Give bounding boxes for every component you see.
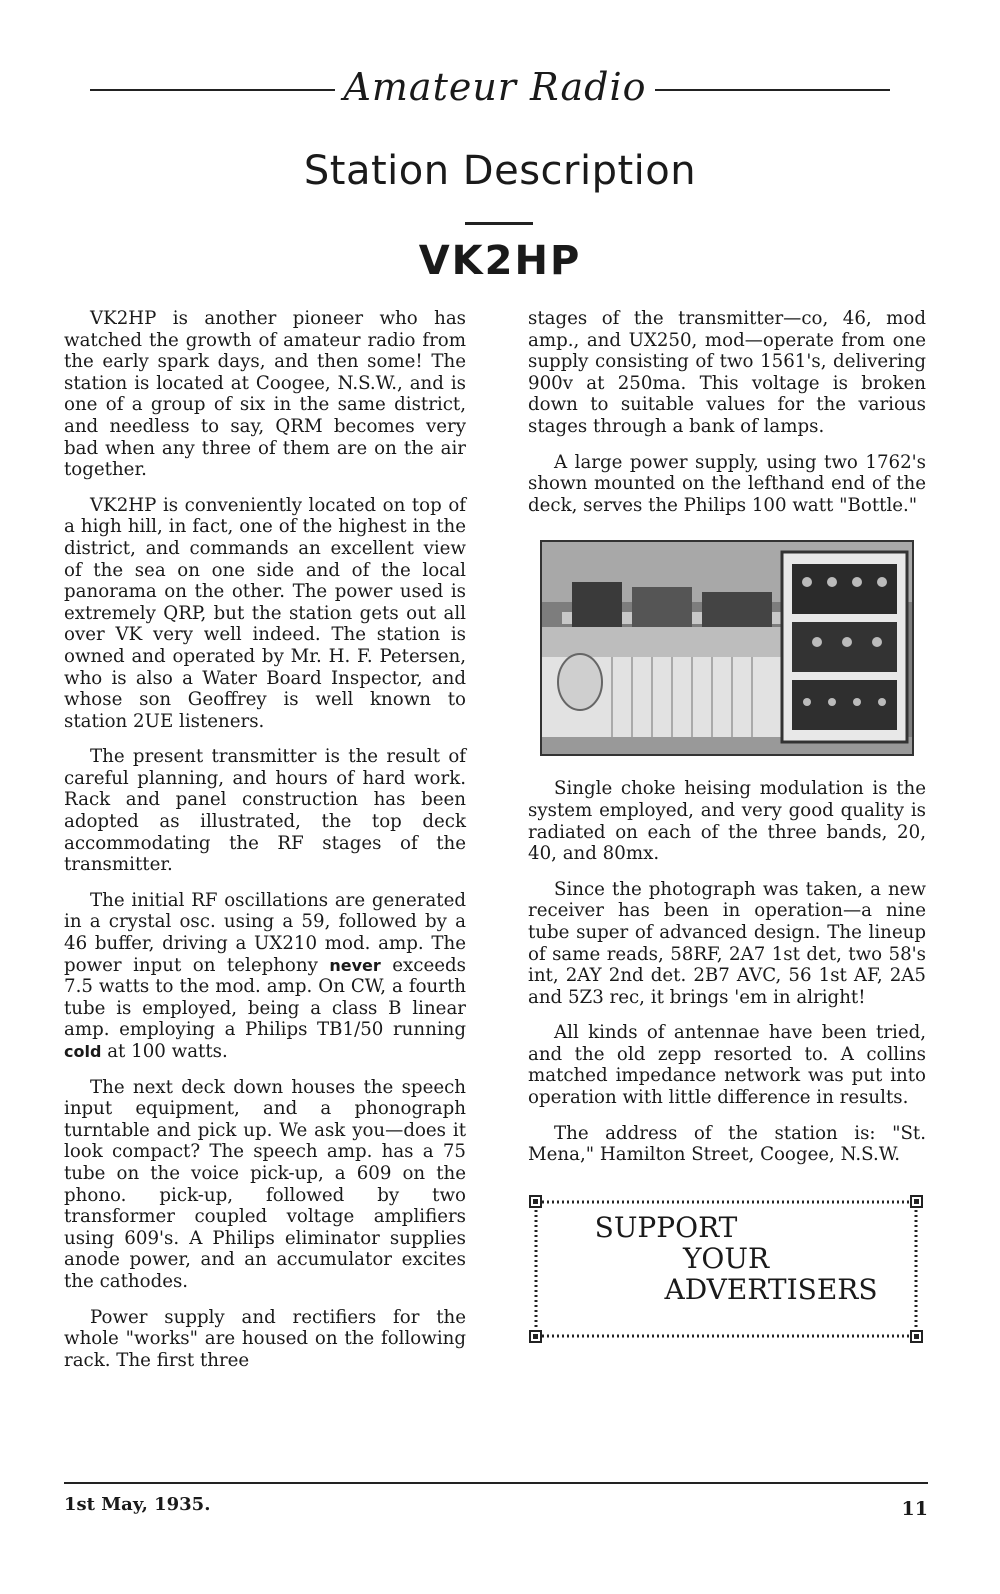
emphasis-cold: cold [64, 1042, 102, 1061]
masthead-rule-left [90, 89, 335, 91]
masthead [90, 62, 905, 112]
paragraph: stages of the transmitter—co, 46, mod amp., and UX250, mod—operate from one supply consisting of two 1561's, delivering 900v at 250ma. This voltage is broken down to suitable values for the various stages through a bank of lamps. [528, 308, 926, 437]
emphasis-never: never [329, 955, 381, 975]
advert-text [528, 1212, 924, 1305]
station-photograph [540, 540, 914, 756]
advert-line-3: ADVERTISERS [664, 1272, 878, 1306]
advert-box [528, 1194, 924, 1344]
text-run: exceeds 7.5 watts to the mod. amp. On CW, a fourth tube is employed, being a class B linear amp. employing a Philips TB1/50 running [64, 954, 466, 1041]
issue-date: 1st May, 1935. [64, 1494, 211, 1515]
paragraph: Power supply and rectifiers for the whole "works" are housed on the following rack. The first three [64, 1306, 466, 1371]
footer-rule [64, 1482, 928, 1484]
advert-line-2: YOUR [682, 1241, 770, 1275]
paragraph: A large power supply, using two 1762's shown mounted on the lefthand end of the deck, serves the Philips 100 watt "Bottle." [528, 451, 926, 516]
paragraph: All kinds of antennae have been tried, and the old zepp resorted to. A collins matched impedance network was put into operation with little difference in results. [528, 1022, 926, 1109]
title-divider [465, 222, 533, 225]
photo-illustration [542, 542, 912, 754]
text-run: The initial RF oscillations are generated in a crystal osc. using a 59, followed by a 46 buffer, driving a UX210 mod. amp. The power input on telephony [64, 889, 466, 976]
paragraph: The address of the station is: "St. Mena," Hamilton Street, Coogee, N.S.W. [528, 1122, 926, 1166]
advert-line-1: SUPPORT [594, 1210, 738, 1244]
paragraph: Since the photograph was taken, a new receiver has been in operation—a nine tube super of advanced design. The lineup of same reads, 58RF, 2A7 1st det, two 58's int, 2AY 2nd det. 2B7 AVC, 56 1st AF, 2A5 and 5Z3 rec, it brings 'em in alright! [528, 878, 926, 1008]
paragraph: The present transmitter is the result of careful planning, and hours of hard work. Rack and panel construction has been adopted as illustrated, the top deck accommodating the RF stages of the transmitter. [64, 746, 466, 876]
paragraph: VK2HP is conveniently located on top of a high hill, in fact, one of the highest in the district, and commands an excellent view of the sea on one side and of the local panorama on the other. The power used is extremely QRP, but the station gets out all over VK very well indeed. The station is owned and operated by Mr. H. F. Petersen, who is also a Water Board Inspector, and whose son Geoffrey is well known to station 2UE listeners. [64, 494, 466, 732]
paragraph: VK2HP is another pioneer who has watched the growth of amateur radio from the early spark days, and then some! The station is located at Coogee, N.S.W., and is one of a group of six in the same district, and needless to say, QRM becomes very bad when any three of them are on the air together. [64, 308, 466, 481]
right-column [528, 308, 926, 1344]
paragraph: The next deck down houses the speech input equipment, and a phonograph turntable and pick up. We ask you—does it look compact? The speech amp. has a 75 tube on the voice pick-up, a 609 on the phono. pick-up, followed by two transformer coupled voltage amplifiers using 609's. A Philips eliminator supplies anode power, and an accumulator excites the cathodes. [64, 1076, 466, 1292]
paragraph: Single choke heising modulation is the system employed, and very good quality is radiated on each of the three bands, 20, 40, and 80mx. [528, 778, 926, 865]
page-title: Station Description [303, 148, 697, 194]
masthead-logo: Amateur Radio [343, 65, 647, 109]
page-number: 11 [901, 1498, 928, 1520]
masthead-rule-right [655, 89, 890, 91]
text-run: at 100 watts. [101, 1041, 228, 1062]
paragraph [64, 890, 466, 1063]
article-subtitle: VK2HP [418, 238, 582, 284]
left-column [64, 308, 466, 1385]
